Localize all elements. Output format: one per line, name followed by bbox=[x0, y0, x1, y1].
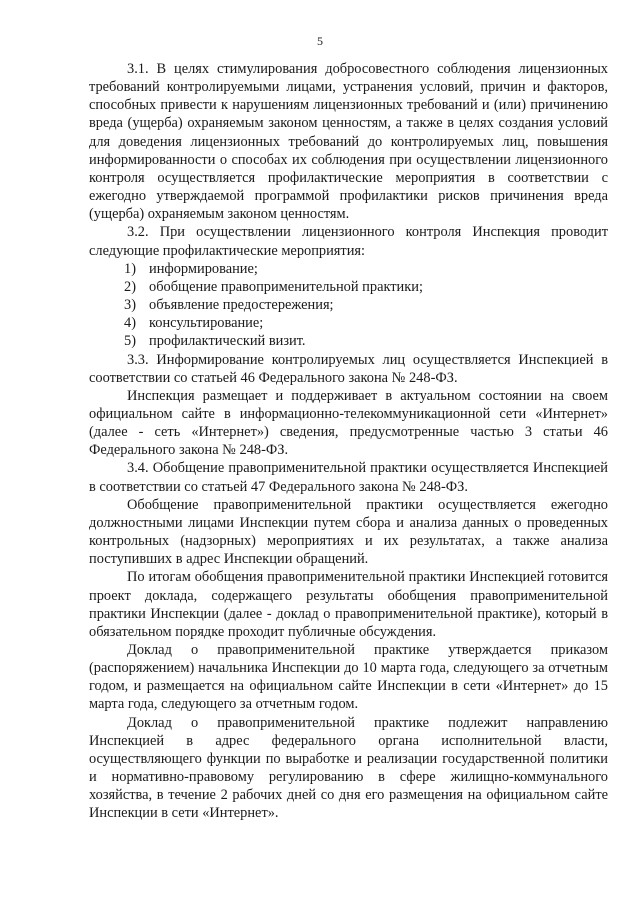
list-item bbox=[89, 260, 608, 278]
document-body bbox=[89, 60, 608, 823]
list-item-number: 5) bbox=[124, 333, 136, 350]
list-item bbox=[89, 332, 608, 350]
paragraph-website-info: Инспекция размещает и поддерживает в актуальном состоянии на своем официальном сайте в информационно-телекоммуникационной сети «Интернет» (далее - сеть «Интернет») сведения, предусмотренные частью 3 статьи 46 Федерального закона № 248-ФЗ. bbox=[89, 387, 608, 459]
list-item bbox=[89, 278, 608, 296]
paragraph-3-1: 3.1. В целях стимулирования добросовестного соблюдения лицензионных требований контролируемыми лицами, устранения условий, причин и факторов, способных привести к нарушениям лицензионных требований и (или) причинению вреда (ущерба) охраняемым законом ценностям, а также в целях создания условий для доведения лицензионных требований до контролируемых лиц, повышения информированности о способах их соблюдения при осуществлении лицензионного контроля осуществляется профилактические мероприятия в соответствии с ежегодно утверждаемой программой профилактики рисков причинения вреда (ущерба) охраняемым законом ценностям. bbox=[89, 61, 608, 223]
paragraph-report-approval: Доклад о правоприменительной практике утверждается приказом (распоряжением) начальника Инспекции до 10 марта года, следующего за отчетным годом, и размещается на официальном сайте Инспекции в сети «Интернет» до 15 марта года, следующего за отчетным годом. bbox=[89, 642, 608, 713]
list-item-number: 2) bbox=[124, 278, 136, 295]
paragraph-3-2: 3.2. При осуществлении лицензионного контроля Инспекция проводит следующие профилактические мероприятия: bbox=[89, 224, 608, 259]
list-item-text: информирование; bbox=[149, 260, 258, 277]
list-item-number: 4) bbox=[124, 315, 136, 332]
list-item-text: обобщение правоприменительной практики; bbox=[149, 278, 423, 295]
list-item-text: консультирование; bbox=[149, 315, 264, 332]
page-number: 5 bbox=[317, 34, 323, 48]
list-item-text: профилактический визит. bbox=[149, 333, 306, 350]
list-item bbox=[89, 296, 608, 314]
measures-list bbox=[89, 260, 608, 351]
list-item-number: 3) bbox=[124, 297, 136, 314]
paragraph-3-4: 3.4. Обобщение правоприменительной практики осуществляется Инспекцией в соответствии со статьей 47 Федерального закона № 248-ФЗ. bbox=[89, 460, 608, 495]
paragraph-report-submission: Доклад о правоприменительной практике подлежит направлению Инспекцией в адрес федерального органа исполнительной власти, осуществляющего функции по выработке и реализации государственной политики и нормативно-правовому регулированию в сфере жилищно-коммунального хозяйства, в течение 2 рабочих дней со дня его размещения на официальном сайте Инспекции в сети «Интернет». bbox=[89, 714, 608, 822]
paragraph-3-3: 3.3. Информирование контролируемых лиц осуществляется Инспекцией в соответствии со статьей 46 Федерального закона № 248-ФЗ. bbox=[89, 351, 608, 386]
paragraph-draft-report: По итогам обобщения правоприменительной практики Инспекцией готовится проект доклада, содержащего результаты обобщения правоприменительной практики Инспекции (далее - доклад о правоприменительной практике), который в обязательном порядке проходит публичные обсуждения. bbox=[89, 569, 608, 640]
list-item-number: 1) bbox=[124, 260, 136, 277]
list-item-text: объявление предостережения; bbox=[149, 297, 334, 314]
paragraph-practice-generalization: Обобщение правоприменительной практики осуществляется ежегодно должностными лицами Инспекции путем сбора и анализа данных о проведенных контрольных (надзорных) мероприятиях и их результатах, а также анализа поступивших в адрес Инспекции обращений. bbox=[89, 496, 608, 568]
list-item bbox=[89, 314, 608, 332]
